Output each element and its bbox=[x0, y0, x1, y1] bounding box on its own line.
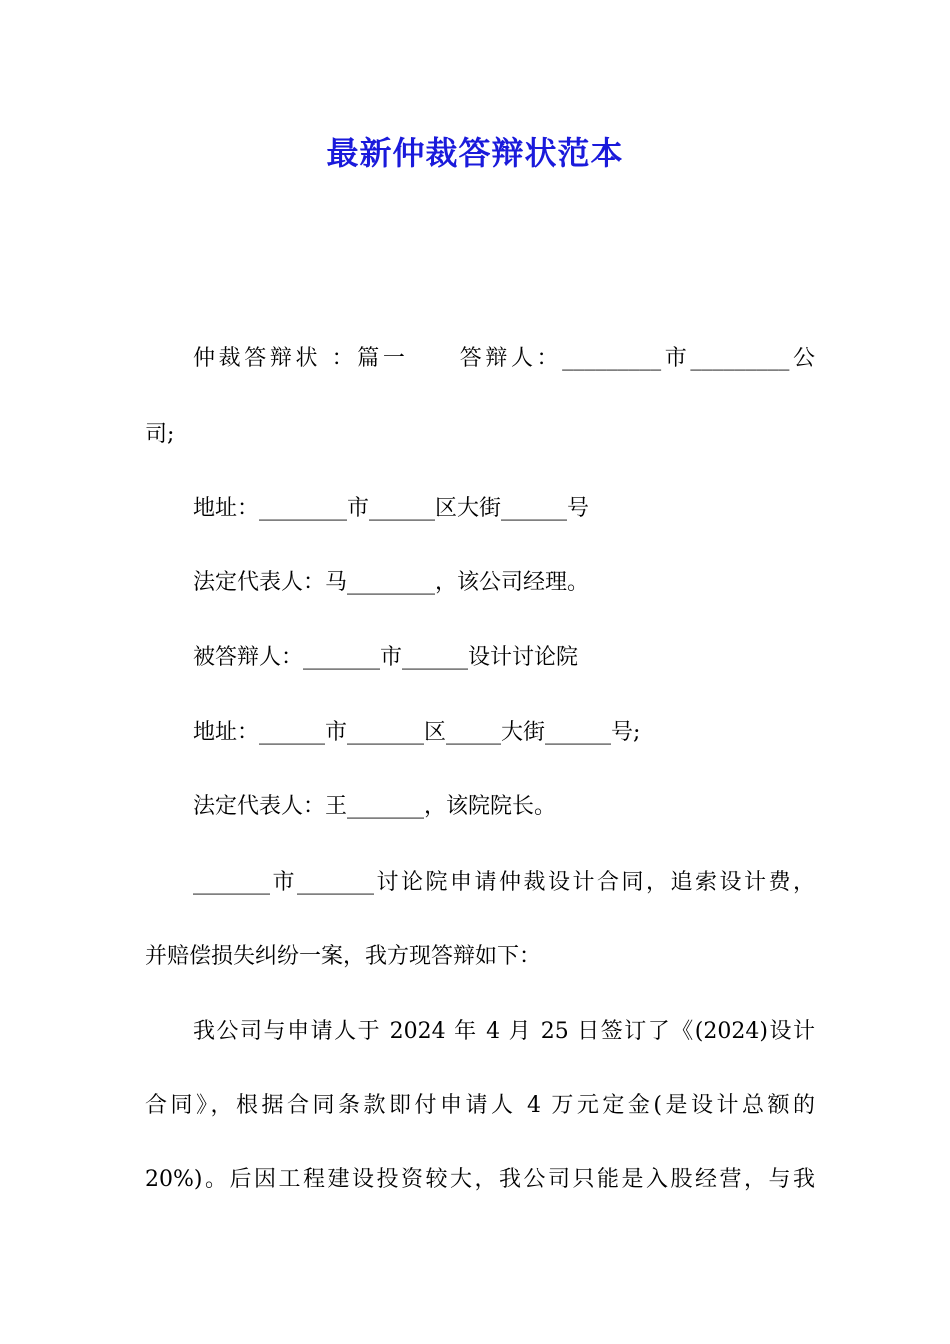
text-line-respondent-cont: 司; bbox=[145, 422, 175, 447]
document-title: 最新仲裁答辩状范本 bbox=[326, 134, 624, 172]
text-line-case-intro-cont: 并赔偿损失纠纷一案，我方现答辩如下： bbox=[145, 944, 542, 969]
text-line-claimant-address: 地址：______市_______区_____大街______号; bbox=[193, 720, 641, 745]
text-line-respondent: 仲裁答辩状 ：篇一 答辩人：_________市_________公 bbox=[193, 346, 815, 371]
text-line-address: 地址：________市______区大街______号 bbox=[193, 496, 590, 521]
text-line-claimant: 被答辩人：_______市______设计讨论院 bbox=[193, 645, 579, 670]
text-line-body-1: 我公司与申请人于 2024 年 4 月 25 日签订了《(2024)设计 bbox=[193, 1019, 815, 1044]
text-line-body-2: 合同》，根据合同条款即付申请人 4 万元定金(是设计总额的 bbox=[145, 1093, 815, 1118]
text-line-legal-rep: 法定代表人：马________，该公司经理。 bbox=[193, 570, 590, 595]
text-line-body-3: 20%)。后因工程建设投资较大，我公司只能是入股经营，与我 bbox=[145, 1167, 815, 1192]
text-line-claimant-rep: 法定代表人：王_______，该院院长。 bbox=[193, 794, 557, 819]
text-line-case-intro: _______市_______讨论院申请仲裁设计合同，追索设计费， bbox=[193, 870, 815, 895]
